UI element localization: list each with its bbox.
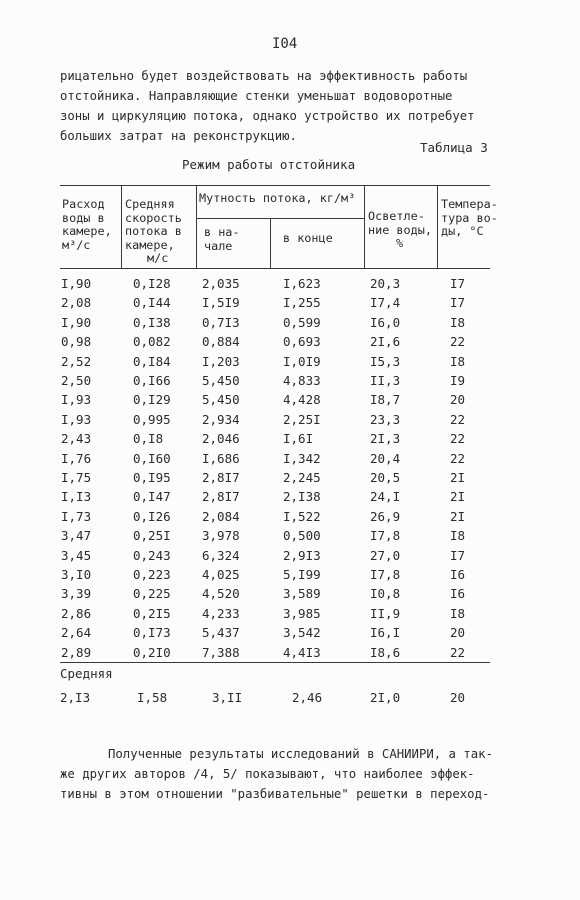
header-clarification: Осветле- ние воды, % xyxy=(368,209,432,250)
table-cell: 0,2I0 xyxy=(133,644,171,660)
table-cell: I6 xyxy=(450,567,466,582)
table-cell: I,93 xyxy=(61,411,92,427)
column-divider xyxy=(196,185,197,268)
table-cell: 0,I38 xyxy=(133,314,171,330)
table-cell: 4,4I3 xyxy=(283,644,321,660)
table-cell: I,5I9 xyxy=(202,295,240,311)
average-label: Средняя xyxy=(60,666,113,681)
table-cell: 20,4 xyxy=(370,450,401,466)
average-cell: I,58 xyxy=(137,690,168,705)
table-cell: 26,9 xyxy=(370,508,401,524)
table-cell: I8,7 xyxy=(370,392,401,408)
column-divider xyxy=(270,218,271,268)
table-cell: 5,450 xyxy=(202,373,240,388)
table-cell: 2,046 xyxy=(202,431,240,447)
data-bottom-rule xyxy=(60,662,490,663)
text-line: отстойника. Направляющие стенки уменьшат водоворотные xyxy=(60,89,453,103)
table-cell: I0,8 xyxy=(370,586,401,602)
table-cell: 3,I0 xyxy=(61,567,92,582)
table-cell: I,0I9 xyxy=(283,353,321,369)
table-cell: 3,589 xyxy=(283,586,321,602)
table-cell: 4,233 xyxy=(202,605,240,621)
table-cell: 0,I95 xyxy=(133,470,171,485)
table-cell: 6,324 xyxy=(202,547,240,563)
column-divider xyxy=(121,185,122,268)
table-cell: 2,86 xyxy=(61,605,92,621)
header-velocity: Средняя скорость потока в камере, м/с xyxy=(125,197,182,265)
table-cell: 2,8I7 xyxy=(202,489,240,505)
table-cell: I,90 xyxy=(61,314,92,330)
table-cell: 22 xyxy=(450,450,466,466)
table-cell: I,76 xyxy=(61,450,92,466)
header-bottom-rule xyxy=(60,268,490,269)
table-cell: 22 xyxy=(450,411,466,427)
table-cell: 0,I73 xyxy=(133,625,171,641)
table-cell: 0,98 xyxy=(61,334,92,350)
table-cell: 0,2I5 xyxy=(133,605,171,621)
table-cell: I,I3 xyxy=(61,489,92,505)
table-cell: I,522 xyxy=(283,508,321,524)
table-cell: I,623 xyxy=(283,276,321,291)
table-cell: 5,450 xyxy=(202,392,240,408)
table-cell: 0,I26 xyxy=(133,508,171,524)
table-cell: I6,I xyxy=(370,625,401,641)
table-cell: 2,52 xyxy=(61,353,92,369)
table-cell: I7 xyxy=(450,276,466,291)
table-cell: 20 xyxy=(450,625,466,641)
table-cell: 0,500 xyxy=(283,528,321,544)
table-cell: I7,8 xyxy=(370,528,401,544)
table-cell: 2I xyxy=(450,489,466,505)
page-number: I04 xyxy=(272,36,298,52)
table-cell: I7,4 xyxy=(370,295,401,311)
table-cell: 22 xyxy=(450,431,466,447)
table-cell: 2,43 xyxy=(61,431,92,447)
table-cell: 0,884 xyxy=(202,334,240,350)
header-temperature: Темпера- тура во- ды, °С xyxy=(441,197,498,238)
table-cell: 27,0 xyxy=(370,547,401,563)
table-cell: 20,5 xyxy=(370,470,401,485)
header-turbidity-end: в конце xyxy=(283,231,333,245)
table-cell: 2I xyxy=(450,470,466,485)
table-cell: 0,7I3 xyxy=(202,314,240,330)
text-line: тивны в этом отношении "разбивательные" решетки в переход- xyxy=(60,787,490,801)
table-cell: 3,39 xyxy=(61,586,92,602)
table-cell: 3,985 xyxy=(283,605,321,621)
table-cell: 4,520 xyxy=(202,586,240,602)
table-cell: 0,I8 xyxy=(133,431,164,447)
table-cell: I,342 xyxy=(283,450,321,466)
table-cell: 2I xyxy=(450,508,466,524)
table-cell: 0,599 xyxy=(283,314,321,330)
table-cell: 24,I xyxy=(370,489,401,505)
table-cell: I8 xyxy=(450,605,466,621)
table-cell: 0,082 xyxy=(133,334,171,350)
table-cell: 0,225 xyxy=(133,586,171,602)
closing-paragraph xyxy=(60,744,493,804)
table-cell: 3,542 xyxy=(283,625,321,641)
table-cell: 7,388 xyxy=(202,644,240,660)
table-top-rule xyxy=(60,185,490,186)
table-cell: 2,035 xyxy=(202,276,240,291)
text-line: больших затрат на реконструкцию. xyxy=(60,129,297,143)
table-cell: 2,8I7 xyxy=(202,470,240,485)
average-cell: 2I,0 xyxy=(370,690,401,705)
table-cell: I7,8 xyxy=(370,567,401,582)
table-cell: 2,934 xyxy=(202,411,240,427)
table-cell: 0,I29 xyxy=(133,392,171,408)
table-cell: 4,833 xyxy=(283,373,321,388)
turbidity-subheader-rule xyxy=(196,218,364,219)
text-line: рицательно будет воздействовать на эффективность работы xyxy=(60,69,468,83)
table-cell: 5,437 xyxy=(202,625,240,641)
table-cell: 2,64 xyxy=(61,625,92,641)
table-cell: 2I,3 xyxy=(370,431,401,447)
table-cell: I,686 xyxy=(202,450,240,466)
table-cell: 22 xyxy=(450,334,466,350)
column-divider xyxy=(437,185,438,268)
table-label: Таблица 3 xyxy=(420,140,488,155)
table-cell: 2,I38 xyxy=(283,489,321,505)
table-cell: I7 xyxy=(450,547,466,563)
table-cell: 2,9I3 xyxy=(283,547,321,563)
header-turbidity-start: в на- чале xyxy=(204,225,240,253)
table-cell: 0,995 xyxy=(133,411,171,427)
table-cell: 2,245 xyxy=(283,470,321,485)
table-cell: 4,428 xyxy=(283,392,321,408)
average-cell: 20 xyxy=(450,690,466,705)
table-cell: 2,08 xyxy=(61,295,92,311)
table-cell: I9 xyxy=(450,373,466,388)
table-cell: 5,I99 xyxy=(283,567,321,582)
header-turbidity: Мутность потока, кг/м³ xyxy=(199,191,356,205)
table-cell: I,75 xyxy=(61,470,92,485)
average-cell: 3,II xyxy=(212,690,243,705)
table-cell: 0,I84 xyxy=(133,353,171,369)
table-title: Режим работы отстойника xyxy=(182,157,356,172)
table-cell: 20,3 xyxy=(370,276,401,291)
table-cell: 0,693 xyxy=(283,334,321,350)
table-cell: 3,978 xyxy=(202,528,240,544)
table-cell: 20 xyxy=(450,392,466,408)
table-cell: 2,25I xyxy=(283,411,321,427)
table-cell: 4,025 xyxy=(202,567,240,582)
table-cell: I8 xyxy=(450,353,466,369)
table-cell: I,73 xyxy=(61,508,92,524)
table-cell: I,203 xyxy=(202,353,240,369)
table-cell: 23,3 xyxy=(370,411,401,427)
table-cell: II,9 xyxy=(370,605,401,621)
table-cell: 2,084 xyxy=(202,508,240,524)
table-cell: I7 xyxy=(450,295,466,311)
table-cell: 0,I47 xyxy=(133,489,171,505)
table-cell: I8 xyxy=(450,528,466,544)
table-cell: I,93 xyxy=(61,392,92,408)
table-cell: I6,0 xyxy=(370,314,401,330)
table-cell: I,6I xyxy=(283,431,314,447)
table-cell: I8,6 xyxy=(370,644,401,660)
intro-paragraph xyxy=(60,66,475,146)
average-cell: 2,I3 xyxy=(60,690,91,705)
text-line: же других авторов /4, 5/ показывают, что наиболее эффек- xyxy=(60,767,475,781)
table-cell: I8 xyxy=(450,314,466,330)
table-cell: 22 xyxy=(450,644,466,660)
average-cell: 2,46 xyxy=(292,690,323,705)
table-cell: I6 xyxy=(450,586,466,602)
table-cell: 2,50 xyxy=(61,373,92,388)
table-cell: 0,223 xyxy=(133,567,171,582)
table-cell: I,255 xyxy=(283,295,321,311)
table-cell: I5,3 xyxy=(370,353,401,369)
table-cell: 0,I44 xyxy=(133,295,171,311)
table-cell: 3,47 xyxy=(61,528,92,544)
table-cell: 0,I60 xyxy=(133,450,171,466)
table-cell: 2,89 xyxy=(61,644,92,660)
table-cell: II,3 xyxy=(370,373,401,388)
table-cell: 3,45 xyxy=(61,547,92,563)
table-cell: 0,25I xyxy=(133,528,171,544)
table-cell: 0,243 xyxy=(133,547,171,563)
table-cell: 0,I66 xyxy=(133,373,171,388)
table-cell: 0,I28 xyxy=(133,276,171,291)
column-divider xyxy=(364,185,365,268)
table-cell: I,90 xyxy=(61,276,92,291)
table-cell: 2I,6 xyxy=(370,334,401,350)
text-line: Полученные результаты исследований в САНИИРИ, а так- xyxy=(108,747,493,761)
text-line: зоны и циркуляцию потока, однако устройство их потребует xyxy=(60,109,475,123)
header-flow-rate: Расход воды в камере, м³/с xyxy=(62,197,112,252)
